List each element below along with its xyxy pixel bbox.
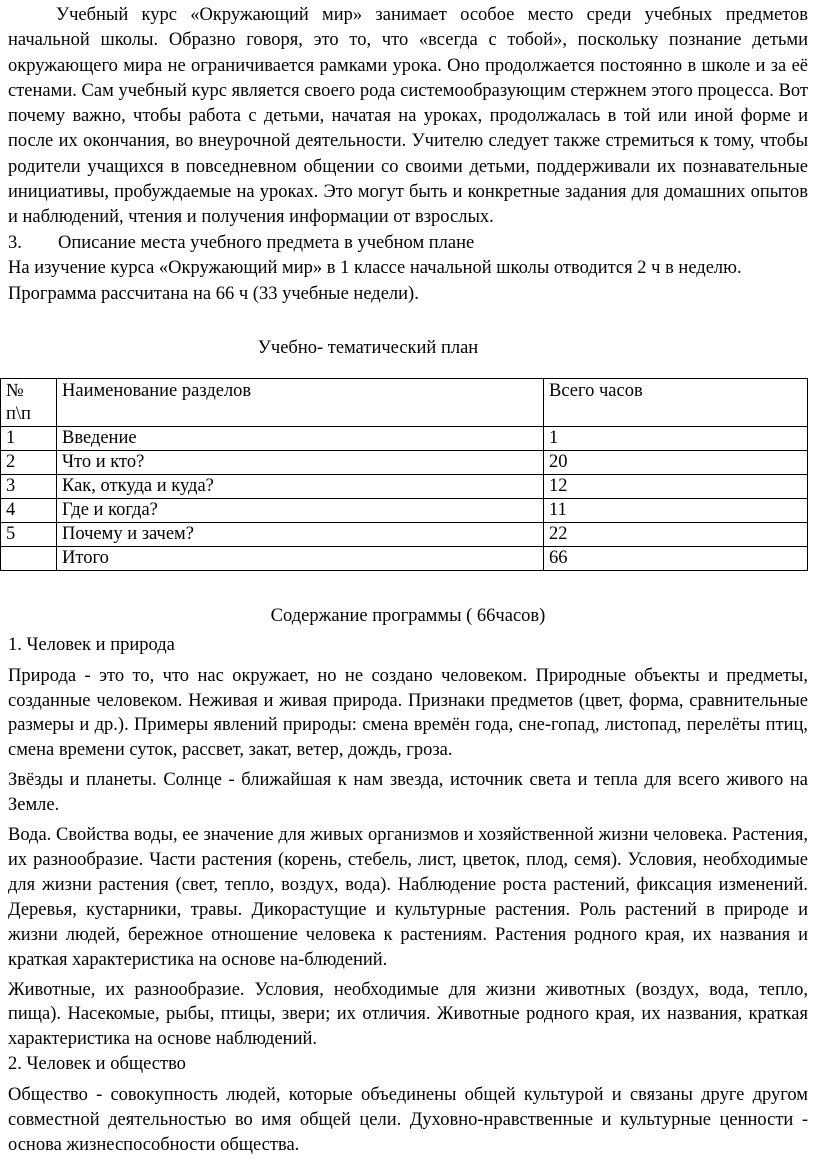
intro-paragraph: Учебный курс «Окружающий мир» занимает особое место среди учебных предметов начальной школы. Образно говоря, это то, что «всегда с тобой», поскольку познание детьми окружающего мира не ограничивается рамками урока. Оно продолжается постоянно в школе и за её стенами. Сам учебный курс является своего рода системообразующим стержнем этого процесса. Вот почему важно, чтобы работа с детьми, начатая на уроках, продолжалась в той или иной форме и после их окончания, во внеурочной деятельности. Учителю следует также стремиться к тому, чтобы родители учащихся в повседневном общении со своими детьми, поддерживали их познавательные инициативы, пробуждаемые на уроках. Это могут быть и конкретные задания для домашних опытов и наблюдений, чтения и получения информации от взрослых. bbox=[8, 5, 808, 228]
content-paragraph-3: Вода. Свойства воды, ее значение для живых организмов и хозяйственной жизни человека. Растения, их разнообразие. Части растения (корень, стебель, лист, цветок, плод, семя). Условия, необходимые для жизни растения (свет, тепло, воздух, вода). Наблюдение роста растений, фиксация изменений. Деревья, кустарники, травы. Дикорастущие и культурные растения. Роль растений в природе и жизни людей, бережное отношение человека к растениям. Растения родного края, их названия и краткая характеристика на основе на-блюдений. bbox=[8, 825, 808, 970]
section-3-heading bbox=[8, 231, 808, 257]
table-row bbox=[1, 427, 808, 451]
document-page bbox=[8, 0, 808, 1157]
section-3-line-2: Программа рассчитана на 66 ч (33 учебные недели). bbox=[8, 283, 419, 304]
row-name: Что и кто? bbox=[57, 451, 544, 475]
row-num: 4 bbox=[1, 499, 57, 523]
intro-section bbox=[8, 0, 808, 231]
content-paragraph-5: Общество - совокупность людей, которые объединены общей культурой и связаны друге другом совместной деятельностью во имя общей цели. Духовно-нравственные и культурные ценности - основа жизнеспособности общества. bbox=[8, 1084, 808, 1155]
row-num: 5 bbox=[1, 523, 57, 547]
section-3-line-1: На изучение курса «Окружающий мир» в 1 классе начальной школы отводится 2 ч в неделю. bbox=[8, 258, 742, 279]
row-name: Где и когда? bbox=[57, 499, 544, 523]
table-header-row bbox=[1, 379, 808, 427]
table-row bbox=[1, 499, 808, 523]
table-row bbox=[1, 475, 808, 499]
header-name-cell: Наименование разделов bbox=[57, 379, 544, 427]
content-title: Содержание программы ( 66часов) bbox=[270, 606, 546, 627]
section-2-title: 2. Человек и общество bbox=[8, 1054, 186, 1075]
plan-table bbox=[0, 378, 808, 571]
content-paragraph-2: Звёзды и планеты. Солнце - ближайшая к нам звезда, источник света и тепла для всего живого на Земле. bbox=[8, 770, 808, 816]
section-3-number: 3. bbox=[8, 232, 22, 253]
table-row bbox=[1, 523, 808, 547]
row-name: Почему и зачем? bbox=[57, 523, 544, 547]
plan-title: Учебно- тематический план bbox=[257, 338, 479, 359]
row-num: 3 bbox=[1, 475, 57, 499]
section-3-title: Описание места учебного предмета в учебном плане bbox=[58, 232, 475, 253]
content-paragraph-1: Природа - это то, что нас окружает, но не создано человеком. Природные объекты и предметы, созданные человеком. Неживая и живая природа. Признаки предметов (цвет, форма, сравнительные размеры и др.). Примеры явлений природы: смена времён года, сне-гопад, листопад, перелёты птиц, смена времени суток, рассвет, закат, ветер, дождь, гроза. bbox=[8, 665, 808, 761]
table-row bbox=[1, 451, 808, 475]
row-num: 2 bbox=[1, 451, 57, 475]
header-num-line-1: № bbox=[6, 381, 24, 402]
header-num-line-2: п\п bbox=[6, 404, 31, 425]
total-label: Итого bbox=[57, 547, 544, 571]
row-hours: 12 bbox=[544, 475, 808, 499]
section-1-title: 1. Человек и природа bbox=[8, 635, 175, 656]
total-num bbox=[1, 547, 57, 571]
row-hours: 1 bbox=[544, 427, 808, 451]
row-name: Как, откуда и куда? bbox=[57, 475, 544, 499]
row-hours: 20 bbox=[544, 451, 808, 475]
header-hours-cell: Всего часов bbox=[544, 379, 808, 427]
row-name: Введение bbox=[57, 427, 544, 451]
row-hours: 11 bbox=[544, 499, 808, 523]
header-num-cell bbox=[1, 379, 57, 427]
total-hours: 66 bbox=[544, 547, 808, 571]
content-paragraph-4: Животные, их разнообразие. Условия, необходимые для жизни животных (воздух, вода, тепло, пища). Насекомые, рыбы, птицы, звери; их отличия. Животные родного края, их названия, краткая характеристика на основе наблюдений. bbox=[8, 979, 808, 1050]
row-num: 1 bbox=[1, 427, 57, 451]
table-total-row bbox=[1, 547, 808, 571]
row-hours: 22 bbox=[544, 523, 808, 547]
